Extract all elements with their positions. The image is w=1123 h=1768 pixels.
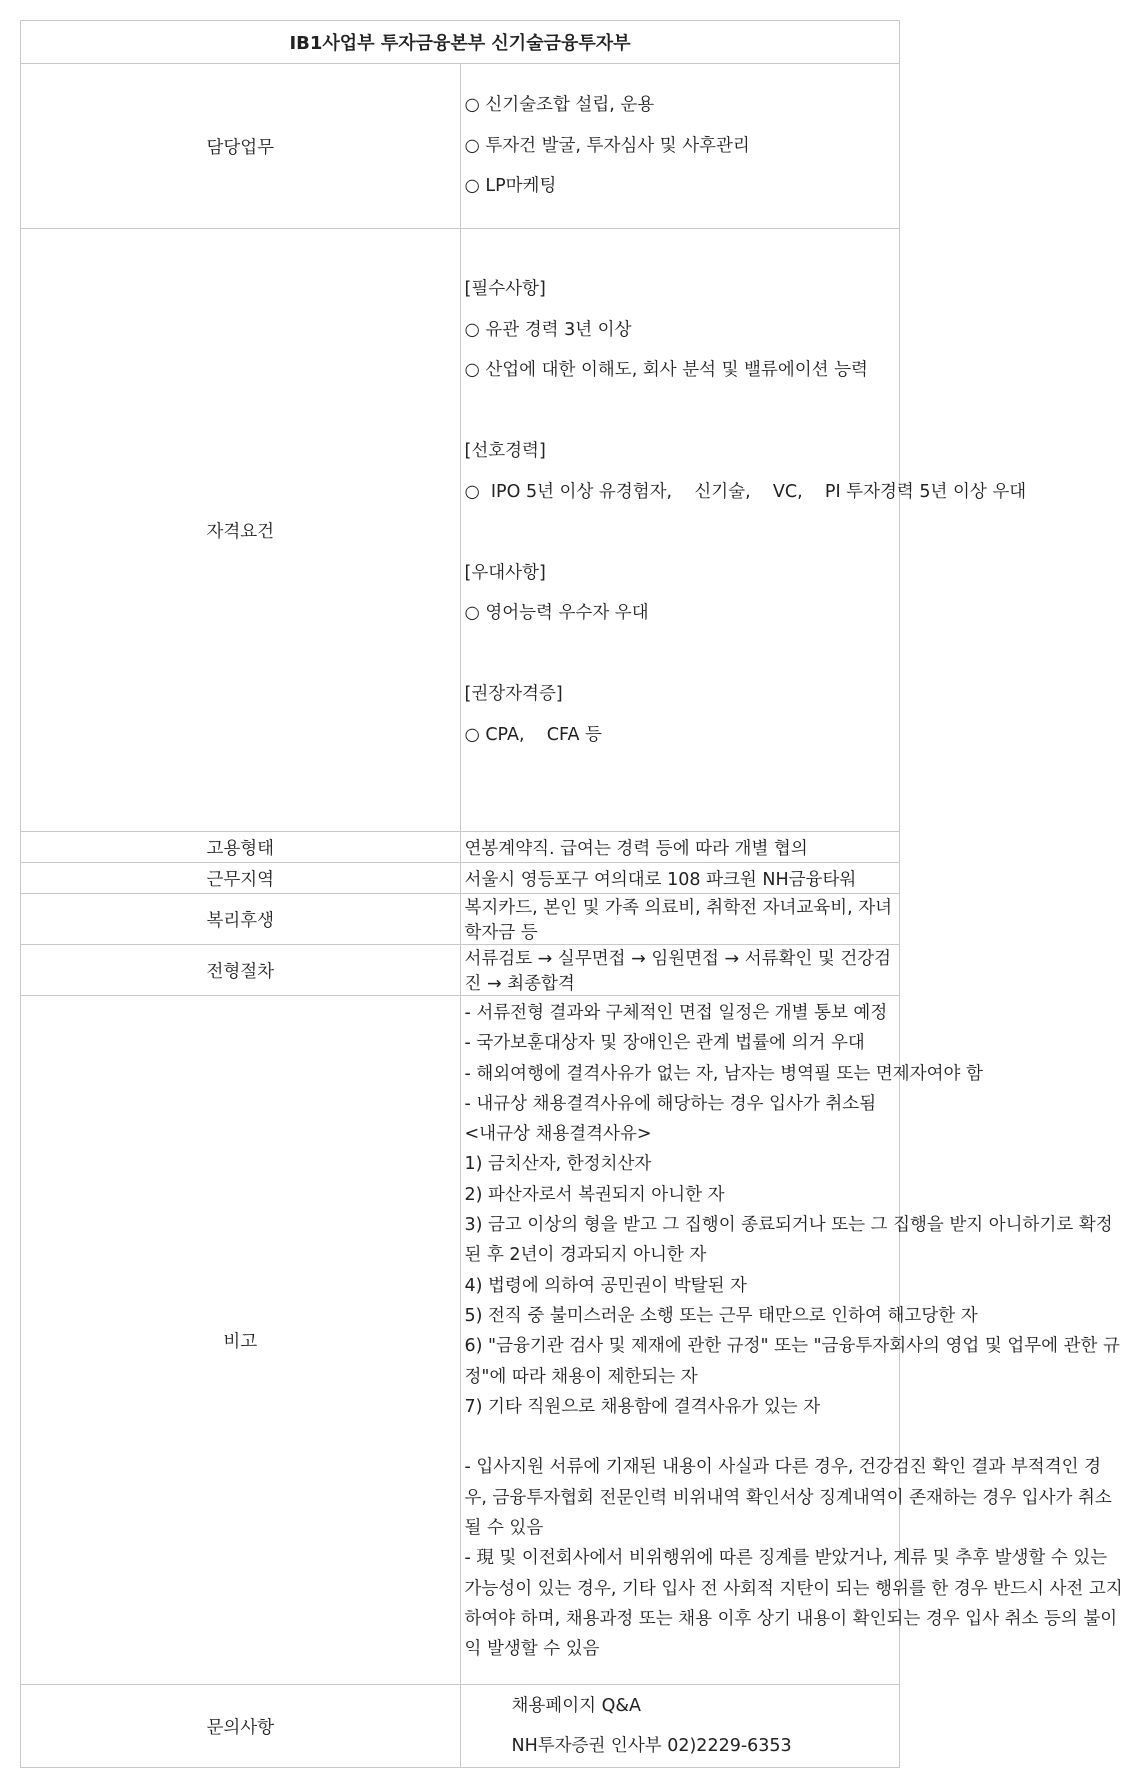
note-line bbox=[465, 1422, 898, 1452]
welfare-row bbox=[21, 894, 900, 945]
note-line: 2) 파산자로서 복권되지 아니한 자 bbox=[464, 1184, 725, 1205]
qualification-line: [필수사항] bbox=[464, 279, 546, 299]
note-line: 6) "금융기관 검사 및 제재에 관한 규정" 또는 "금융투자회사의 영업 및 업무에 관한 규 bbox=[464, 1336, 1120, 1357]
location-value: 서울시 영등포구 여의대로 108 파크원 NH금융타워 bbox=[460, 863, 900, 894]
qualification-line bbox=[465, 512, 900, 553]
title-row bbox=[21, 21, 900, 64]
qualifications-row bbox=[21, 229, 900, 832]
note-line: <내규상 채용결격사유> bbox=[464, 1124, 652, 1145]
note-line: 7) 기타 직원으로 채용함에 결격사유가 있는 자 bbox=[464, 1396, 821, 1417]
qualification-line: ○ 영어능력 우수자 우대 bbox=[464, 603, 649, 623]
qualifications-value bbox=[460, 229, 1027, 832]
note-line: - 내규상 채용결격사유에 해당하는 경우 입사가 취소됨 bbox=[464, 1093, 877, 1114]
employment-label: 고용형태 bbox=[21, 832, 461, 863]
duty-item: ○ 투자건 발굴, 투자심사 및 사후관리 bbox=[464, 135, 750, 156]
duties-value bbox=[460, 64, 900, 229]
qualification-line: [권장자격증] bbox=[464, 684, 563, 704]
notes-value bbox=[460, 996, 1123, 1685]
contact-qa: 채용페이지 Q&A bbox=[511, 1695, 641, 1716]
duty-item: ○ LP마케팅 bbox=[464, 176, 557, 197]
note-line: - 서류전형 결과와 구체적인 면접 일정은 개별 통보 예정 bbox=[464, 1003, 888, 1023]
duties-label: 담당업무 bbox=[21, 64, 461, 229]
process-value: 서류검토 → 실무면접 → 임원면접 → 서류확인 및 건강검진 → 최종합격 bbox=[460, 945, 900, 996]
employment-value: 연봉계약직. 급여는 경력 등에 따라 개별 협의 bbox=[460, 832, 900, 863]
note-line: 하여야 하며, 채용과정 또는 채용 이후 상기 내용이 확인되는 경우 입사 취소 등의 불이 bbox=[464, 1608, 1118, 1629]
process-label: 전형절차 bbox=[21, 945, 461, 996]
note-line: 4) 법령에 의하여 공민권이 박탈된 자 bbox=[464, 1275, 747, 1296]
employment-row bbox=[21, 832, 900, 863]
qualification-line: ○ IPO 5년 이상 유경험자, 신기술, VC, PI 투자경력 5년 이상 우대 bbox=[464, 481, 1027, 502]
contact-value bbox=[460, 1685, 900, 1768]
notes-label: 비고 bbox=[21, 996, 461, 1685]
duty-item: ○ 신기술조합 설립, 운용 bbox=[464, 95, 655, 116]
department-title: IB1사업부 투자금융본부 신기술금융투자부 bbox=[21, 21, 900, 64]
note-line: 우, 금융투자협회 전문인력 비위내역 확인서상 징계내역이 존재하는 경우 입사가 취소 bbox=[464, 1487, 1112, 1508]
duties-row bbox=[21, 64, 900, 229]
note-line: - 입사지원 서류에 기재된 내용이 사실과 다른 경우, 건강검진 확인 결과 부적격인 경 bbox=[464, 1457, 1101, 1478]
note-line: - 해외여행에 결격사유가 없는 자, 남자는 병역필 또는 면제자여야 함 bbox=[464, 1063, 983, 1084]
note-line: 될 수 있음 bbox=[464, 1518, 544, 1539]
notes-row bbox=[21, 996, 900, 1685]
qualification-line bbox=[465, 634, 900, 675]
note-line: 익 발생할 수 있음 bbox=[464, 1639, 600, 1660]
location-label: 근무지역 bbox=[21, 863, 461, 894]
qualifications-label: 자격요건 bbox=[21, 229, 461, 832]
contact-phone: NH투자증권 인사부 02)2229-6353 bbox=[511, 1736, 792, 1756]
note-line: 가능성이 있는 경우, 기타 입사 전 사회적 지탄이 되는 행위를 한 경우 반드시 사전 고지 bbox=[464, 1578, 1123, 1599]
contact-label: 문의사항 bbox=[21, 1685, 461, 1768]
qualification-line bbox=[465, 391, 900, 432]
contact-row bbox=[21, 1685, 900, 1768]
qualification-line: [선호경력] bbox=[464, 441, 546, 461]
location-row bbox=[21, 863, 900, 894]
note-line: 정"에 따라 채용이 제한되는 자 bbox=[464, 1366, 698, 1387]
welfare-label: 복리후생 bbox=[21, 894, 461, 945]
job-posting-table bbox=[20, 20, 1123, 1768]
note-line: - 국가보훈대상자 및 장애인은 관계 법률에 의거 우대 bbox=[464, 1033, 865, 1054]
qualification-line: ○ CPA, CFA 등 bbox=[464, 724, 602, 745]
note-line: - 現 및 이전회사에서 비위행위에 따른 징계를 받았거나, 계류 및 추후 발생할 수 있는 bbox=[464, 1548, 1108, 1569]
welfare-value: 복지카드, 본인 및 가족 의료비, 취학전 자녀교육비, 자녀 학자금 등 bbox=[460, 894, 900, 945]
qualification-line: ○ 유관 경력 3년 이상 bbox=[464, 319, 632, 340]
note-line: 5) 전직 중 불미스러운 소행 또는 근무 태만으로 인하여 해고당한 자 bbox=[464, 1305, 978, 1326]
qualification-line: [우대사항] bbox=[464, 562, 546, 583]
process-row bbox=[21, 945, 900, 996]
note-line: 3) 금고 이상의 형을 받고 그 집행이 종료되거나 또는 그 집행을 받지 아니하기로 확정 bbox=[464, 1215, 1113, 1236]
qualification-line: ○ 산업에 대한 이해도, 회사 분석 및 밸류에이션 능력 bbox=[464, 360, 868, 380]
note-line: 1) 금치산자, 한정치산자 bbox=[464, 1154, 652, 1175]
note-line: 된 후 2년이 경과되지 아니한 자 bbox=[464, 1245, 707, 1266]
